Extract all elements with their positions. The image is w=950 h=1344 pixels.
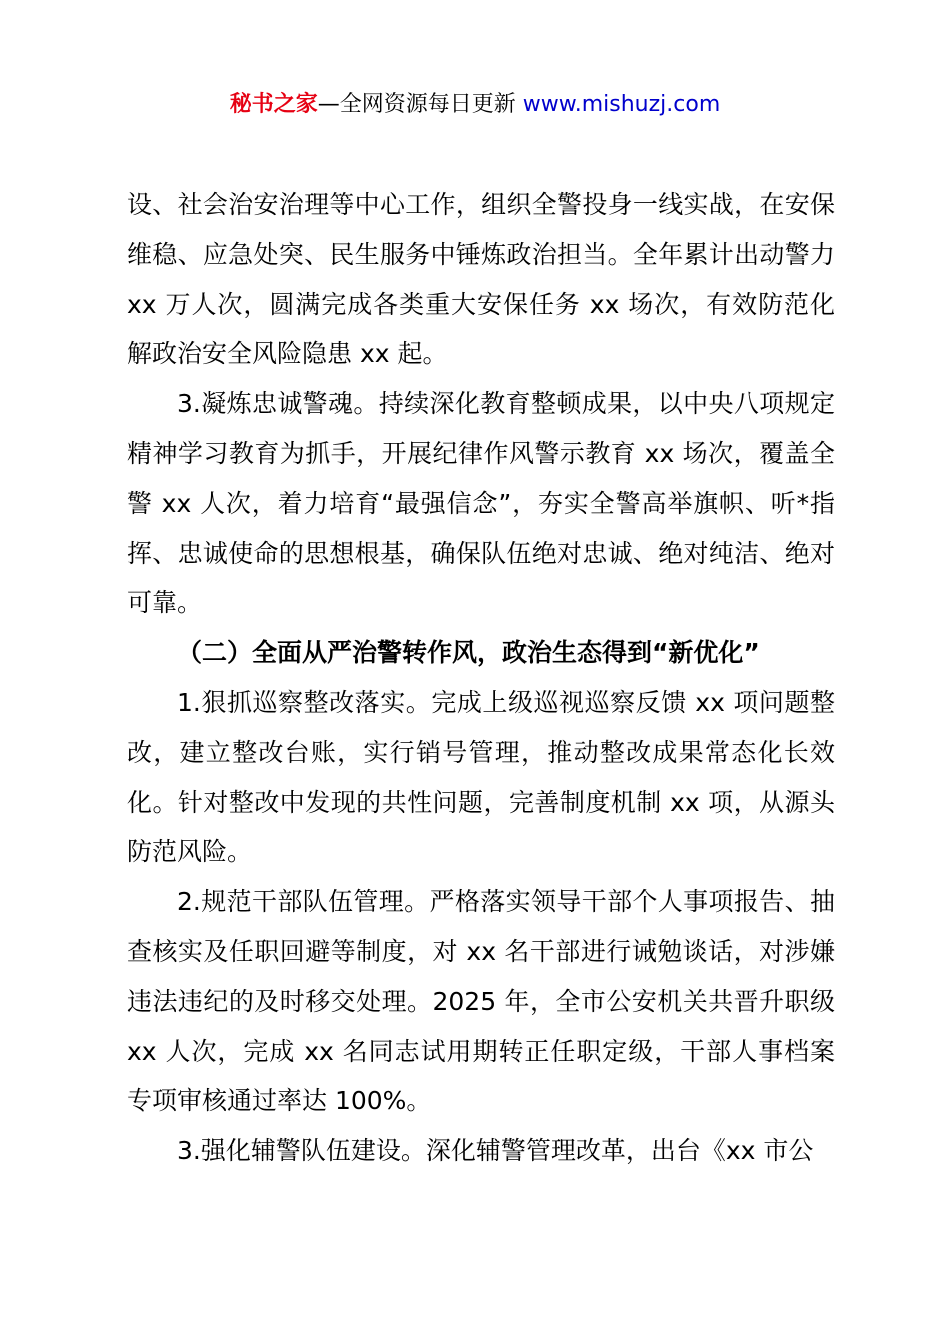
header-url[interactable]: www.mishuzj.com <box>522 92 721 117</box>
paragraph-cadre-management: 2.规范干部队伍管理。严格落实领导干部个人事项报告、抽查核实及任职回避等制度，对 xx 名干部进行诫勉谈话，对涉嫌违法违纪的及时移交处理。2025 年，全市公安机关共晋升职级 xx 人次，完成 xx 名同志试用期转正任职定级，干部人事档案专项审核通过率达 100%。 <box>127 887 835 1116</box>
paragraph-auxiliary-police: 3.强化辅警队伍建设。深化辅警管理改革，出台《xx 市公 <box>177 1136 814 1166</box>
page-header <box>0 88 950 122</box>
document-body <box>127 180 835 1176</box>
paragraph-loyalty: 3.凝炼忠诚警魂。持续深化教育整顿成果，以中央八项规定精神学习教育为抓手，开展纪律作风警示教育 xx 场次，覆盖全警 xx 人次，着力培育“最强信念”，夯实全警高举旗帜、听*指挥、忠诚使命的思想根基，确保队伍绝对忠诚、绝对纯洁、绝对可靠。 <box>127 389 835 618</box>
brand-name: 秘书之家 <box>229 92 318 117</box>
header-slogan: —全网资源每日更新 <box>317 92 516 117</box>
section-heading: （二）全面从严治警转作风，政治生态得到“新优化” <box>177 638 760 668</box>
paragraph-inspection: 1.狠抓巡察整改落实。完成上级巡视巡察反馈 xx 项问题整改，建立整改台账，实行销号管理，推动整改成果常态化长效化。针对整改中发现的共性问题，完善制度机制 xx 项，从源头防范风险。 <box>127 687 835 867</box>
paragraph-continuation: 设、社会治安治理等中心工作，组织全警投身一线实战，在安保维稳、应急处突、民生服务中锤炼政治担当。全年累计出动警力 xx 万人次，圆满完成各类重大安保任务 xx 场次，有效防范化解政治安全风险隐患 xx 起。 <box>127 190 835 369</box>
